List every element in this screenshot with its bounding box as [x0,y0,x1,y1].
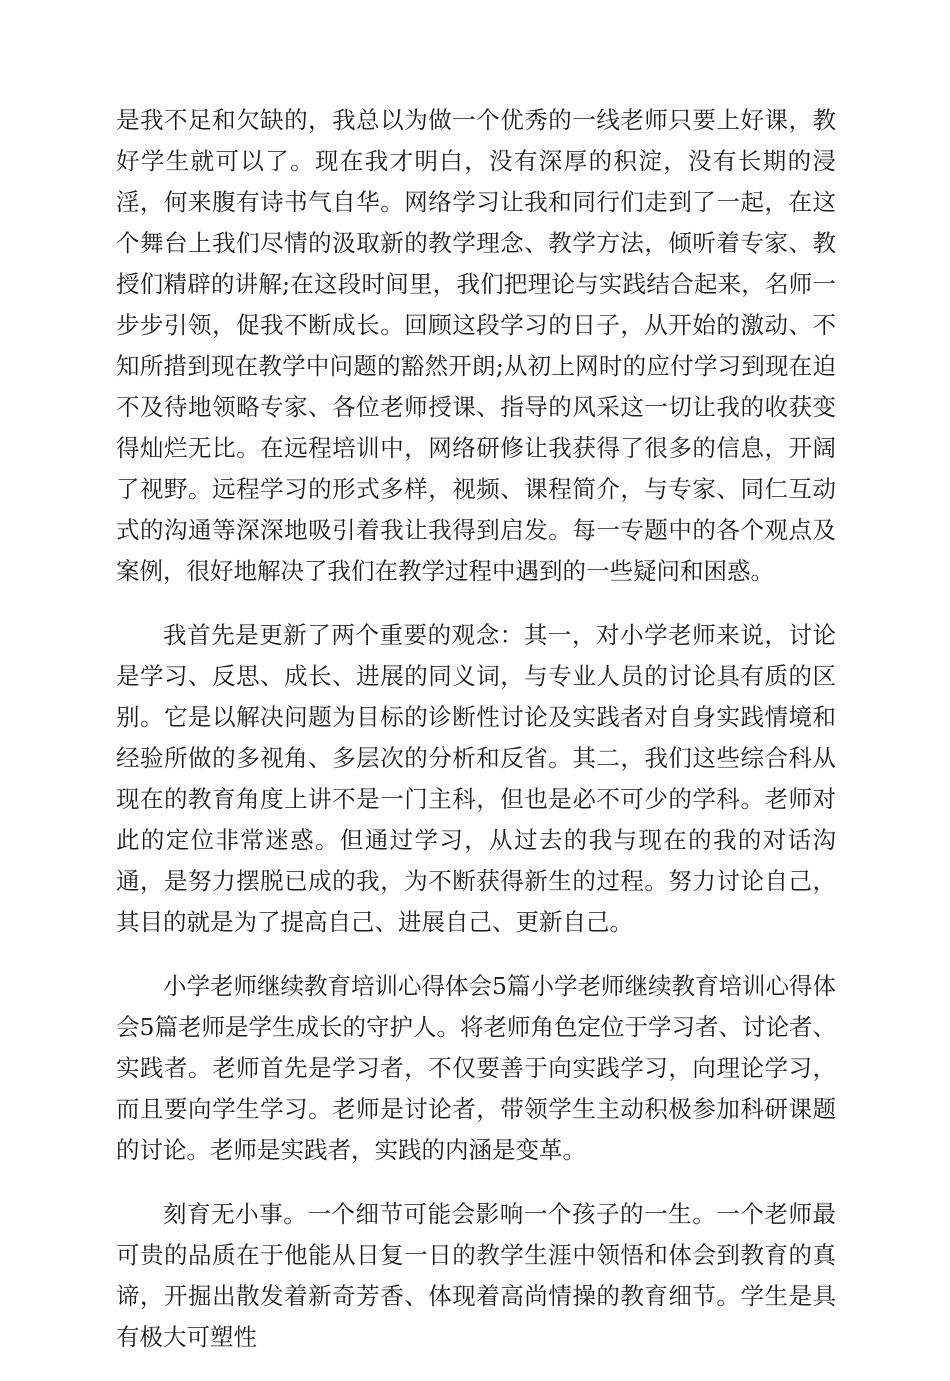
paragraph-continuation: 是我不足和欠缺的，我总以为做一个优秀的一线老师只要上好课，教好学生就可以了。现在我才明白，没有深厚的积淀，没有长期的浸淫，何来腹有诗书气自华。网络学习让我和同行们走到了一起，在这个舞台上我们尽情的汲取新的教学理念、教学方法，倾听着专家、教授们精辟的讲解;在这段时间里，我们把理论与实践结合起来，名师一步步引领，促我不断成长。回顾这段学习的日子，从开始的激动、不知所措到现在教学中问题的豁然开朗;从初上网时的应付学习到现在迫不及待地领略专家、各位老师授课、指导的风采这一切让我的收获变得灿烂无比。在远程培训中，网络研修让我获得了很多的信息，开阔了视野。远程学习的形式多样，视频、课程简介，与专家、同仁互动式的沟通等深深地吸引着我让我得到启发。每一专题中的各个观点及案例，很好地解决了我们在教学过程中遇到的一些疑问和困惑。 [116,106,836,585]
paragraph-concepts: 我首先是更新了两个重要的观念：其一，对小学老师来说，讨论是学习、反思、成长、进展的同义词，与专业人员的讨论具有质的区别。它是以解决问题为目标的诊断性讨论及实践者对自身实践情境和经验所做的多视角、多层次的分析和反省。其二，我们这些综合科从现在的教育角度上讲不是一门主科，但也是必不可少的学科。老师对此的定位非常迷惑。但通过学习，从过去的我与现在的我的对话沟通，是努力摆脱已成的我，为不断获得新生的过程。努力讨论自己，其目的就是为了提高自己、进展自己、更新自己。 [116,621,836,936]
paragraph-teacher-roles: 小学老师继续教育培训心得体会5篇小学老师继续教育培训心得体会5篇老师是学生成长的守护人。将老师角色定位于学习者、讨论者、实践者。老师首先是学习者，不仅要善于向实践学习，向理论学习，而且要向学生学习。老师是讨论者，带领学生主动积极参加科研课题的讨论。老师是实践者，实践的内涵是变革。 [116,972,836,1164]
document-body [116,100,836,1381]
paragraph-education-details: 刻育无小事。一个细节可能会影响一个孩子的一生。一个老师最可贵的品质在于他能从日复一日的教学生涯中领悟和体会到教育的真谛，开掘出散发着新奇芳香、体现着高尚情操的教育细节。学生是具有极大可塑性 [116,1200,836,1351]
